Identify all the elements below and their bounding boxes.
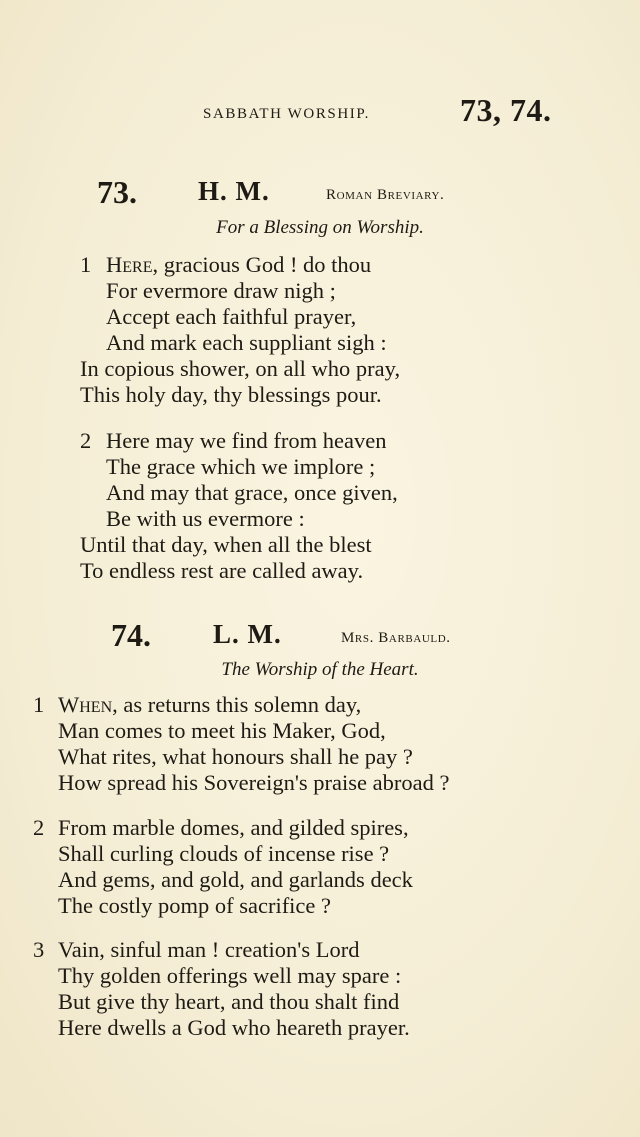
- running-head: [0, 92, 640, 132]
- verse-line: And may that grace, once given,: [106, 480, 398, 505]
- hymn-73-author: Roman Breviary.: [326, 187, 445, 203]
- verse-number: 3: [33, 937, 45, 962]
- running-head-title: SABBATH WORSHIP.: [203, 106, 371, 122]
- hymn-74-meter: L. M.: [213, 619, 282, 649]
- verse-first-word: When,: [58, 692, 118, 717]
- hymn-73-header: [0, 174, 640, 214]
- verse-line: But give thy heart, and thou shalt find: [58, 989, 400, 1014]
- verse-line: Here dwells a God who heareth prayer.: [58, 1015, 410, 1040]
- verse-line: From marble domes, and gilded spires,: [58, 815, 409, 840]
- verse-number: 1: [80, 252, 92, 277]
- verse-line: Vain, sinful man ! creation's Lord: [58, 937, 360, 962]
- hymn-74-subtitle: The Worship of the Heart.: [221, 659, 419, 680]
- verse-line: When, as returns this solemn day,: [58, 692, 362, 717]
- verse-line: Here, gracious God ! do thou: [106, 252, 372, 277]
- verse-line: For evermore draw nigh ;: [106, 278, 336, 303]
- hymn-74-author: Mrs. Barbauld.: [341, 630, 451, 646]
- verse-line: The grace which we implore ;: [106, 454, 376, 479]
- verse-line: How spread his Sovereign's praise abroad ?: [58, 770, 450, 795]
- verse-line: Shall curling clouds of incense rise ?: [58, 841, 390, 866]
- verse-line: Man comes to meet his Maker, God,: [58, 718, 386, 743]
- verse-line: Thy golden offerings well may spare :: [58, 963, 402, 988]
- verse-number: 1: [33, 692, 45, 717]
- running-head-hymn-numbers: 73, 74.: [460, 92, 552, 128]
- hymn-73-meter: H. M.: [198, 176, 270, 206]
- verse-line: The costly pomp of sacrifice ?: [58, 893, 332, 918]
- verse-line: In copious shower, on all who pray,: [80, 356, 401, 381]
- hymn-73-subtitle: For a Blessing on Worship.: [216, 217, 424, 238]
- verse-number: 2: [80, 428, 92, 453]
- hymn-73-number: 73.: [97, 174, 137, 210]
- verse-line: And mark each suppliant sigh :: [106, 330, 387, 355]
- verse-line: This holy day, thy blessings pour.: [80, 382, 382, 407]
- hymn-74-header: [0, 617, 640, 657]
- verse-line: Accept each faithful prayer,: [106, 304, 357, 329]
- verse-line: Be with us evermore :: [106, 506, 305, 531]
- verse-line: Until that day, when all the blest: [80, 532, 372, 557]
- hymn-74-number: 74.: [111, 617, 151, 653]
- verse-line: Here may we find from heaven: [106, 428, 387, 453]
- verse-number: 2: [33, 815, 45, 840]
- verse-first-word: Here,: [106, 252, 159, 277]
- verse-line: And gems, and gold, and garlands deck: [58, 867, 413, 892]
- verse-line: To endless rest are called away.: [80, 558, 364, 583]
- verse-line: What rites, what honours shall he pay ?: [58, 744, 413, 769]
